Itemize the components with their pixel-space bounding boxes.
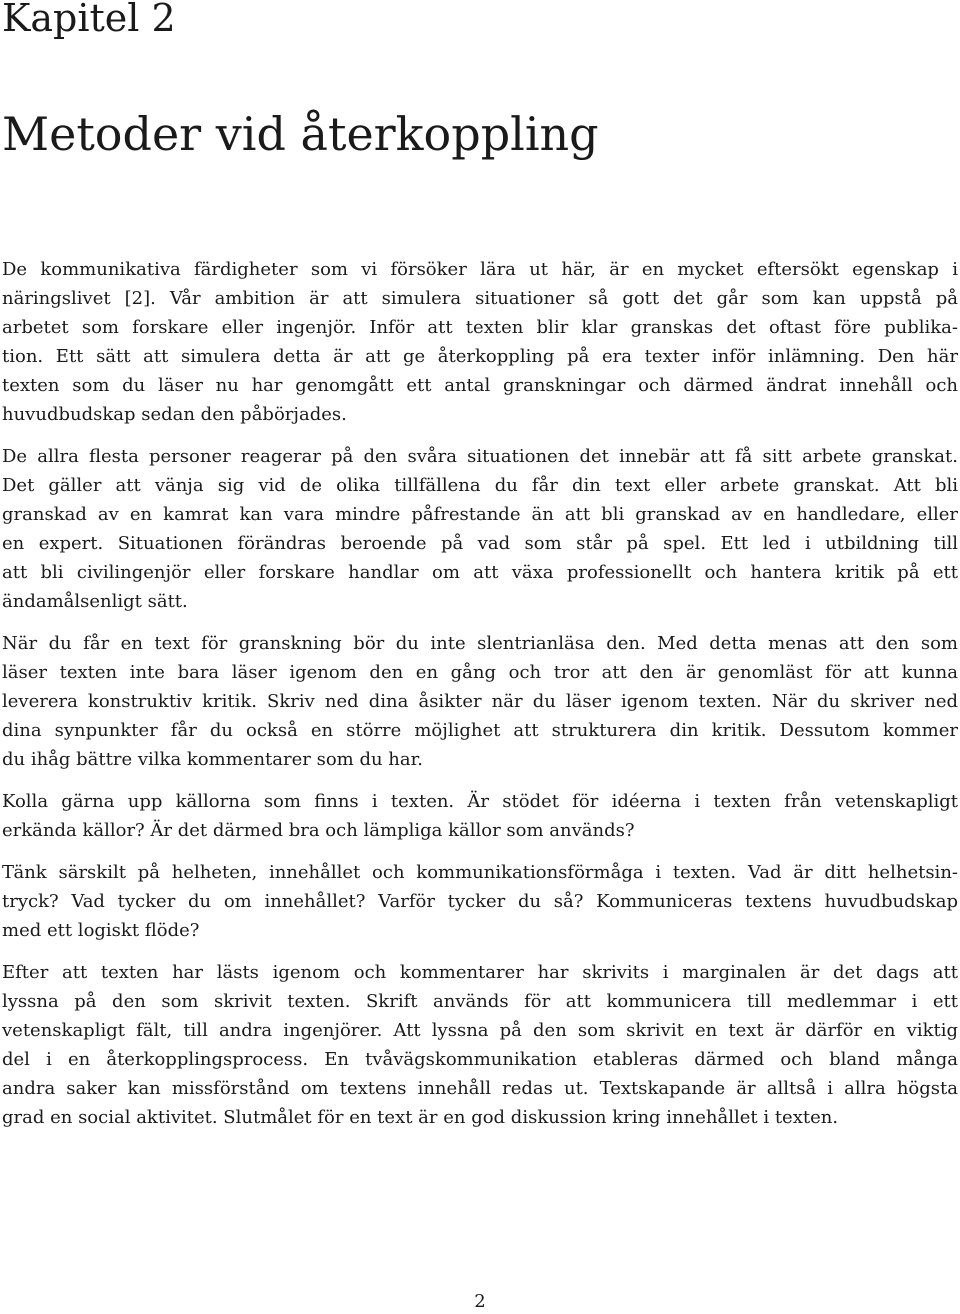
text-line: texten som du läser nu har genomgått ett antal granskningar och därmed ändrat innehåll och [2, 375, 958, 396]
paragraph [2, 958, 958, 1132]
paragraph [2, 787, 958, 845]
paragraph [2, 255, 958, 429]
text-line: läser texten inte bara läser igenom den en gång och tror att den är genomläst för att kunna [2, 662, 958, 683]
text-line: del i en återkopplingsprocess. En tvåvägskommunikation etableras därmed och bland många [2, 1049, 958, 1070]
text-line: arbetet som forskare eller ingenjör. Inför att texten blir klar granskas det oftast före publika- [2, 317, 958, 338]
text-line: grad en social aktivitet. Slutmålet för en text är en god diskussion kring innehållet i texten. [2, 1107, 839, 1128]
text-line: andra saker kan missförstånd om textens innehåll redas ut. Textskapande är alltså i allra högsta [2, 1078, 958, 1099]
text-line: Det gäller att vänja sig vid de olika tillfällena du får din text eller arbete granskat. Att bli [2, 475, 958, 496]
text-line: dina synpunkter får du också en större möjlighet att strukturera din kritik. Dessutom kommer [2, 720, 958, 741]
text-line: Tänk särskilt på helheten, innehållet och kommunikationsförmåga i texten. Vad är ditt helhetsin- [2, 862, 958, 883]
text-line: Kolla gärna upp källorna som finns i texten. Är stödet för idéerna i texten från vetenskapligt [2, 791, 958, 812]
text-line: huvudbudskap sedan den påbörjades. [2, 404, 347, 425]
text-line: tryck? Vad tycker du om innehållet? Varför tycker du så? Kommuniceras textens huvudbudskap [2, 891, 958, 912]
text-line: tion. Ett sätt att simulera detta är att ge återkoppling på era texter inför inlämning. Den här [2, 346, 958, 367]
text-line: granskad av en kamrat kan vara mindre påfrestande än att bli granskad av en handledare, eller [2, 504, 958, 525]
chapter-title: Metoder vid återkoppling [2, 107, 599, 161]
body-text [2, 255, 958, 1145]
paragraph [2, 629, 958, 774]
text-line: Efter att texten har lästs igenom och kommentarer har skrivits i marginalen är det dags att [2, 962, 958, 983]
text-line: med ett logiskt flöde? [2, 920, 200, 941]
text-line: När du får en text för granskning bör du inte slentrianläsa den. Med detta menas att den som [2, 633, 958, 654]
paragraph [2, 442, 958, 616]
text-line: lyssna på den som skrivit texten. Skrift används för att kommunicera till medlemmar i ett [2, 991, 958, 1012]
text-line: vetenskapligt fält, till andra ingenjörer. Att lyssna på den som skrivit en text är därför en viktig [2, 1020, 958, 1041]
text-line: att bli civilingenjör eller forskare handlar om att växa professionellt och hantera kritik på ett [2, 562, 958, 583]
text-line: De allra flesta personer reagerar på den svåra situationen det innebär att få sitt arbete granskat. [2, 446, 958, 467]
chapter-label: Kapitel 2 [2, 0, 176, 40]
text-line: leverera konstruktiv kritik. Skriv ned dina åsikter när du läser igenom texten. När du skriver ned [2, 691, 958, 712]
paragraph [2, 858, 958, 945]
text-line: erkända källor? Är det därmed bra och lämpliga källor som används? [2, 820, 635, 841]
text-line: näringslivet [2]. Vår ambition är att simulera situationer så gott det går som kan uppstå på [2, 288, 958, 309]
page-number: 2 [474, 1291, 486, 1312]
text-line: De kommunikativa färdigheter som vi försöker lära ut här, är en mycket eftersökt egenskap i [2, 259, 958, 280]
text-line: en expert. Situationen förändras beroende på vad som står på spel. Ett led i utbildning till [2, 533, 958, 554]
text-line: du ihåg bättre vilka kommentarer som du har. [2, 749, 423, 770]
text-line: ändamålsenligt sätt. [2, 591, 188, 612]
